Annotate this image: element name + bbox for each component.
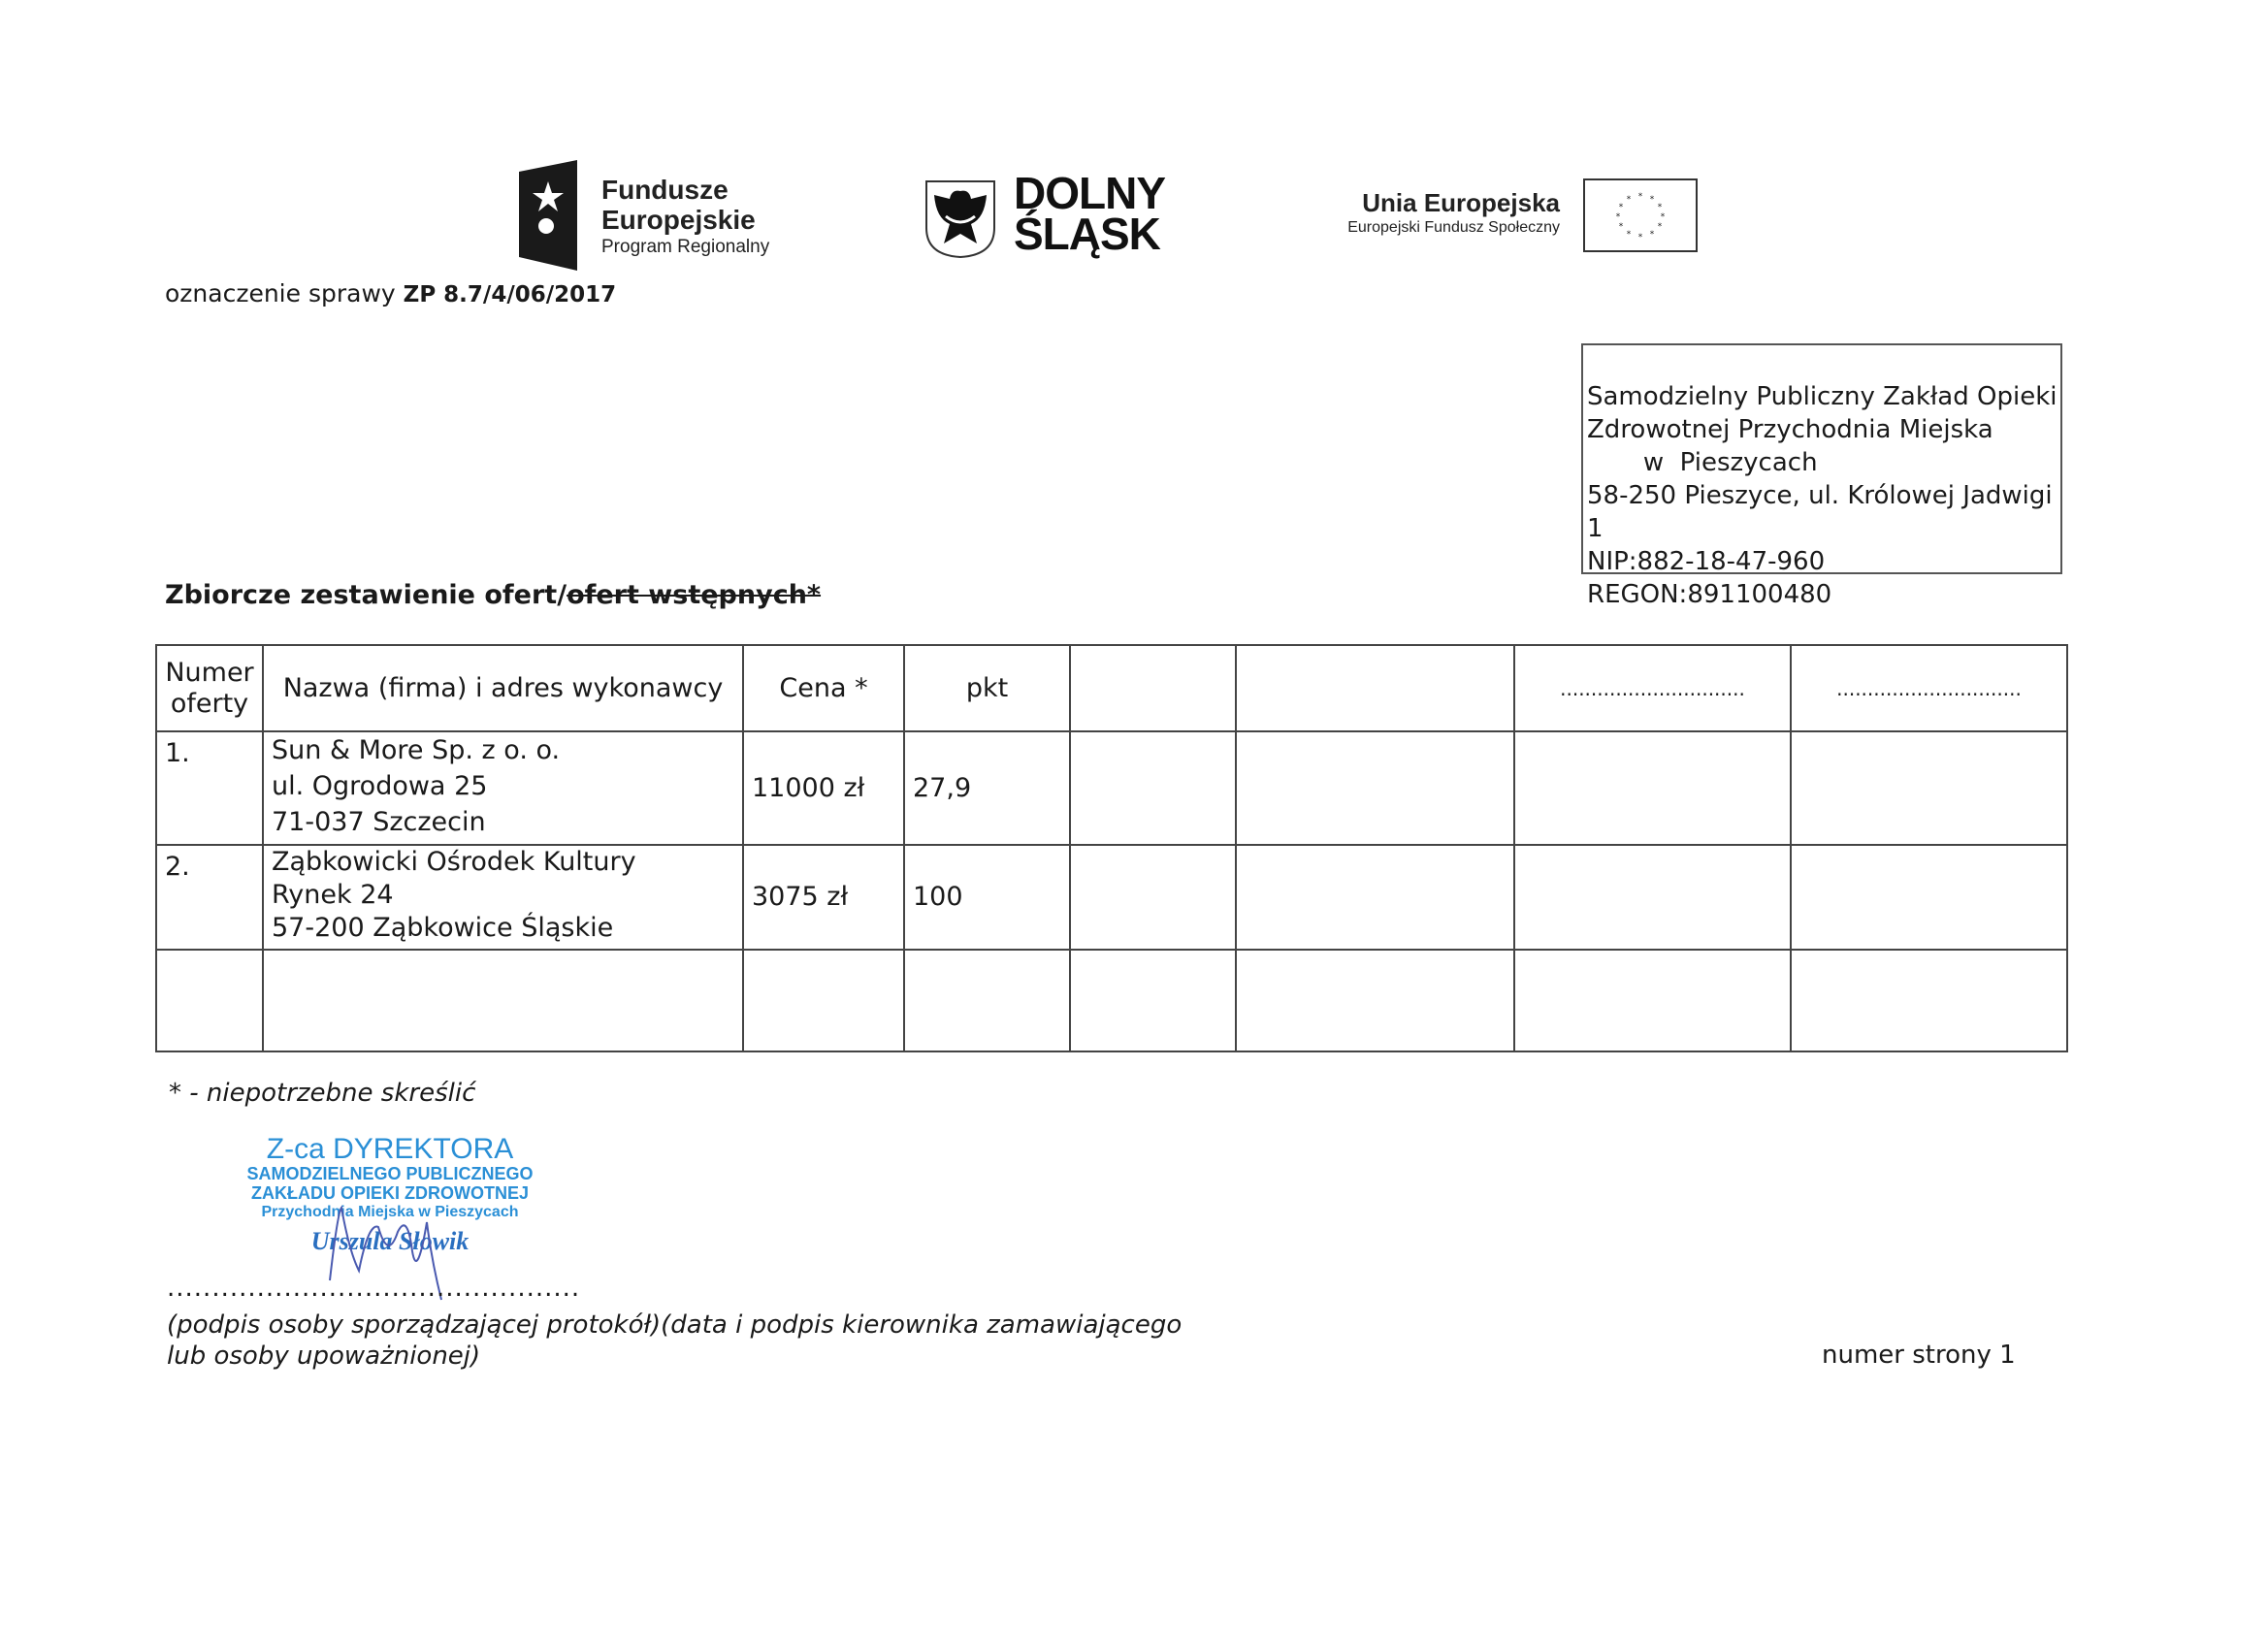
offer-number: 2. [156, 845, 263, 950]
empty-cell [1070, 950, 1236, 1051]
contractor-line: Ząbkowicki Ośrodek Kultury [272, 847, 636, 877]
eagle-crest-icon [924, 179, 996, 259]
svg-text:*: * [1618, 203, 1624, 212]
empty-cell [1236, 845, 1514, 950]
header-cell: .............................. [1514, 645, 1791, 731]
contractor-line: Rynek 24 [272, 880, 394, 910]
empty-cell [743, 950, 904, 1051]
address-line: 58-250 Pieszyce, ul. Królowej Jadwigi 1 [1587, 481, 2053, 543]
offer-contractor [263, 845, 743, 950]
fe-line2: Europejskie [601, 205, 756, 235]
contractor-line: ul. Ogrodowa 25 [272, 771, 488, 801]
table-row-empty [156, 950, 2067, 1051]
fundusze-europejskie-text [601, 175, 769, 260]
title-main: Zbiorcze zestawienie ofert/ [165, 580, 567, 610]
svg-text:*: * [1626, 230, 1632, 240]
offers-table [155, 644, 2068, 1052]
dolny-slask-text [1014, 168, 1165, 259]
recipient-address-box [1581, 343, 2062, 609]
empty-cell [156, 950, 263, 1051]
header-cell: Nazwa (firma) i adres wykonawcy [263, 645, 743, 731]
ds-line1: DOLNY [1014, 168, 1165, 218]
svg-text:*: * [1657, 203, 1663, 212]
empty-cell [1236, 731, 1514, 845]
svg-text:*: * [1626, 195, 1632, 205]
header-cell: pkt [904, 645, 1070, 731]
ue-title: Unia Europejska [1362, 188, 1560, 217]
header-cell: .............................. [1791, 645, 2067, 731]
svg-text:*: * [1649, 230, 1655, 240]
signature-line: .............................................. [167, 1274, 581, 1303]
stamp-name: Urszula Słowik [310, 1227, 470, 1255]
signature-caption-line: (podpis osoby sporządzającej protokół)(data i podpis kierownika zamawiającego [167, 1310, 1183, 1340]
svg-text:*: * [1615, 212, 1621, 222]
empty-cell [1514, 950, 1791, 1051]
empty-cell [904, 950, 1070, 1051]
table-row [156, 731, 2067, 845]
stamp-line: SAMODZIELNEGO PUBLICZNEGO [246, 1164, 534, 1183]
contractor-line: Sun & More Sp. z o. o. [272, 735, 561, 765]
case-label: oznaczenie sprawy [165, 279, 396, 307]
empty-cell [263, 950, 743, 1051]
svg-text:*: * [1649, 195, 1655, 205]
empty-cell [1791, 845, 2067, 950]
stamp-line: ZAKŁADU OPIEKI ZDROWOTNEJ [251, 1183, 529, 1203]
title-struck: ofert wstępnych* [567, 580, 822, 610]
table-header-row [156, 645, 2067, 731]
offer-price: 11000 zł [743, 731, 904, 845]
offer-points: 27,9 [904, 731, 1070, 845]
offer-number: 1. [156, 731, 263, 845]
empty-cell [1070, 731, 1236, 845]
page-number: numer strony 1 [1822, 1341, 2016, 1370]
stamp-line: Przychodnia Miejska w Pieszycach [261, 1204, 519, 1220]
offer-contractor [263, 731, 743, 845]
svg-text:*: * [1618, 222, 1624, 232]
svg-text:*: * [1637, 233, 1643, 242]
unia-europejska-text [1261, 188, 1560, 239]
offer-price: 3075 zł [743, 845, 904, 950]
empty-cell [1514, 731, 1791, 845]
address-line: Samodzielny Publiczny Zakład Opieki [1587, 382, 2057, 411]
empty-cell [1236, 950, 1514, 1051]
empty-cell [1791, 950, 2067, 1051]
ue-subtitle: Europejski Fundusz Społeczny [1347, 219, 1560, 236]
signature-caption [167, 1310, 1182, 1372]
empty-cell [1791, 731, 2067, 845]
contractor-line: 71-037 Szczecin [272, 807, 486, 837]
offer-points: 100 [904, 845, 1070, 950]
fe-line3: Program Regionalny [601, 237, 770, 257]
svg-text:*: * [1660, 212, 1666, 222]
address-line: w Pieszycach [1587, 448, 1818, 477]
eu-flag-icon [1583, 178, 1698, 252]
header-cell [1236, 645, 1514, 731]
header-cell: Numer oferty [156, 645, 263, 731]
contractor-line: 57-200 Ząbkowice Śląskie [272, 913, 614, 943]
signature-caption-line: lub osoby upoważnionej) [167, 1342, 481, 1371]
footnote: * - niepotrzebne skreślić [169, 1079, 476, 1108]
ds-line2: ŚLĄSK [1014, 209, 1160, 259]
address-line: Zdrowotnej Przychodnia Miejska [1587, 415, 1993, 444]
case-number: ZP 8.7/4/06/2017 [403, 282, 617, 307]
svg-text:*: * [1637, 192, 1643, 202]
stamp-line: Z-ca DYREKTORA [266, 1133, 514, 1165]
fundusze-europejskie-logo-icon [519, 160, 579, 271]
empty-cell [1514, 845, 1791, 950]
fe-line1: Fundusze [601, 175, 729, 205]
header-cell: Cena * [743, 645, 904, 731]
empty-cell [1070, 845, 1236, 950]
address-line: NIP:882-18-47-960 REGON:891100480 [1587, 547, 1832, 609]
svg-text:*: * [1657, 222, 1663, 232]
header-cell [1070, 645, 1236, 731]
document-title [165, 580, 821, 610]
table-row [156, 845, 2067, 950]
case-reference [165, 279, 616, 307]
